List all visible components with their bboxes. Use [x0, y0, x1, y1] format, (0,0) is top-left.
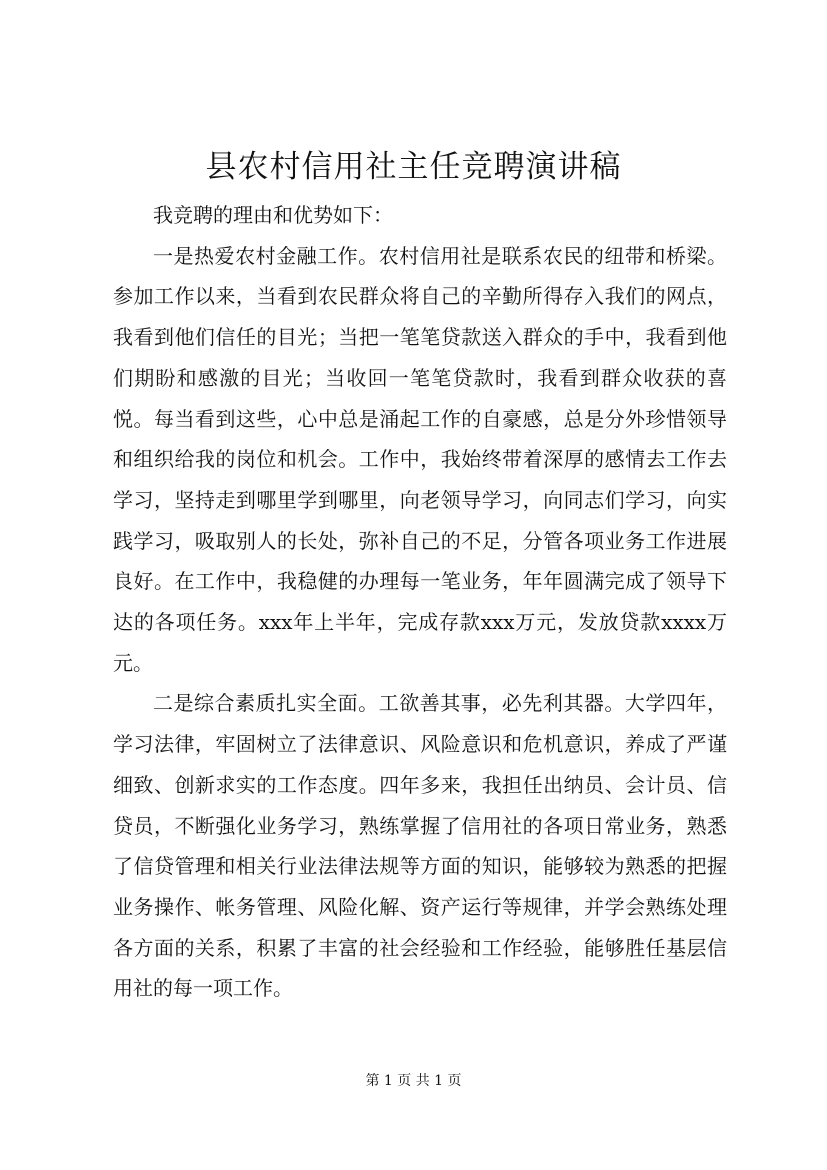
paragraph-intro: 我竞聘的理由和优势如下：	[153, 203, 393, 227]
paragraph-reason-one: 一是热爱农村金融工作。农村信用社是联系农民的纽带和桥梁。参加工作以来，当看到农民群众将自己的辛勤所得存入我们的网点，我看到他们信任的目光；当把一笔笔贷款送入群众的手中，我看到他们期盼和感激的目光；当收回一笔笔贷款时，我看到群众收获的喜悦。每当看到这些，心中总是涌起工作的自豪感，总是分外珍惜领导和组织给我的岗位和机会。工作中，我始终带着深厚的感情去工作去学习，坚持走到哪里学到哪里，向老领导学习，向同志们学习，向实践学习，吸取别人的长处，弥补自己的不足，分管各项业务工作进展良好。在工作中，我稳健的办理每一笔业务，年年圆满完成了领导下达的各项任务。xxx年上半年，完成存款xxx万元，发放贷款xxxx万元。	[113, 243, 727, 675]
paragraph-reason-two: 二是综合素质扎实全面。工欲善其事，必先利其器。大学四年，学习法律，牢固树立了法律意识、风险意识和危机意识，养成了严谨细致、创新求实的工作态度。四年多来，我担任出纳员、会计员、信贷员，不断强化业务学习，熟练掌握了信用社的各项日常业务，熟悉了信贷管理和相关行业法律法规等方面的知识，能够较为熟悉的把握业务操作、帐务管理、风险化解、资产运行等规律，并学会熟练处理各方面的关系，积累了丰富的社会经验和工作经验，能够胜任基层信用社的每一项工作。	[113, 691, 727, 1001]
page-number-footer: 第 1 页 共 1 页	[365, 1073, 462, 1089]
document-body	[113, 195, 727, 1009]
document-title: 县农村信用社主任竞聘演讲稿	[205, 149, 622, 185]
